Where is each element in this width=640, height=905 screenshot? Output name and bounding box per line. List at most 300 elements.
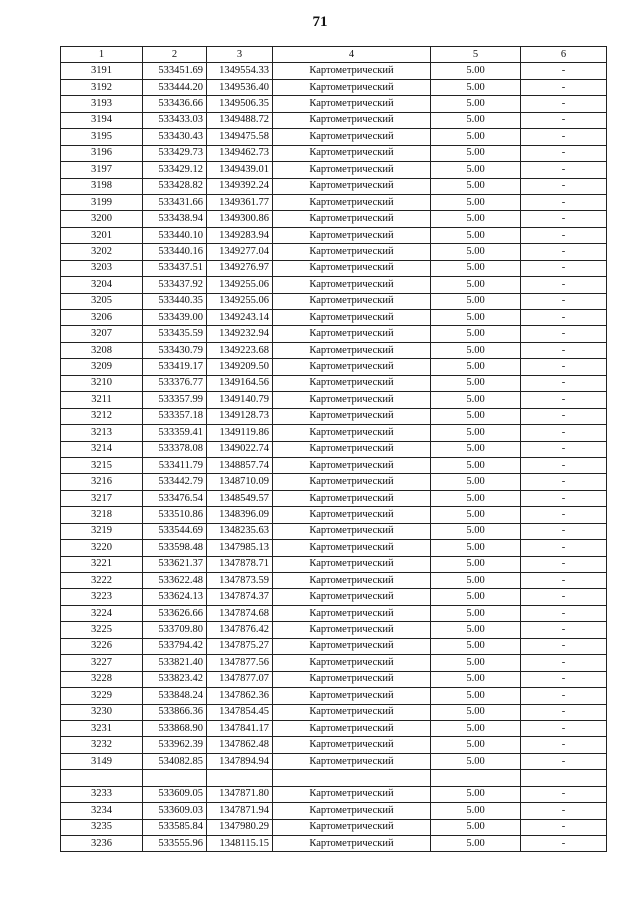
method-cell [273,770,431,786]
y-coordinate-cell: 1349277.04 [207,244,273,260]
coordinates-table-container [60,46,606,852]
table-row [61,523,607,539]
accuracy-cell: 5.00 [431,392,521,408]
note-cell: - [521,227,607,243]
x-coordinate-cell: 533585.84 [143,819,207,835]
table-row [61,112,607,128]
y-coordinate-cell: 1347873.59 [207,573,273,589]
y-coordinate-cell: 1349536.40 [207,79,273,95]
table-row [61,326,607,342]
y-coordinate-cell: 1349462.73 [207,145,273,161]
y-coordinate-cell: 1349232.94 [207,326,273,342]
y-coordinate-cell: 1349255.06 [207,277,273,293]
point-number-cell: 3229 [61,688,143,704]
point-number-cell: 3192 [61,79,143,95]
table-row [61,359,607,375]
accuracy-cell: 5.00 [431,605,521,621]
column-header-6: 6 [521,47,607,63]
note-cell: - [521,392,607,408]
accuracy-cell: 5.00 [431,96,521,112]
column-header-2: 2 [143,47,207,63]
table-row [61,129,607,145]
x-coordinate-cell: 533436.66 [143,96,207,112]
accuracy-cell: 5.00 [431,803,521,819]
accuracy-cell: 5.00 [431,112,521,128]
accuracy-cell: 5.00 [431,589,521,605]
method-cell: Картометрический [273,79,431,95]
y-coordinate-cell: 1349119.86 [207,425,273,441]
note-cell: - [521,457,607,473]
point-number-cell: 3193 [61,96,143,112]
note-cell: - [521,704,607,720]
table-row [61,211,607,227]
y-coordinate-cell: 1347878.71 [207,556,273,572]
note-cell: - [521,753,607,769]
point-number-cell: 3216 [61,474,143,490]
point-number-cell: 3232 [61,737,143,753]
table-row [61,441,607,457]
note-cell: - [521,819,607,835]
method-cell: Картометрический [273,523,431,539]
page-number: 71 [312,14,328,30]
y-coordinate-cell: 1349300.86 [207,211,273,227]
table-row [61,425,607,441]
table-row [61,605,607,621]
point-number-cell: 3227 [61,655,143,671]
table-row [61,803,607,819]
column-header-3: 3 [207,47,273,63]
method-cell: Картометрический [273,310,431,326]
note-cell: - [521,63,607,79]
point-number-cell: 3220 [61,540,143,556]
point-number-cell: 3221 [61,556,143,572]
point-number-cell: 3203 [61,260,143,276]
x-coordinate-cell: 533555.96 [143,836,207,852]
method-cell: Картометрический [273,457,431,473]
note-cell: - [521,129,607,145]
table-row [61,836,607,852]
method-cell: Картометрический [273,573,431,589]
table-row [61,194,607,210]
method-cell: Картометрический [273,63,431,79]
accuracy-cell: 5.00 [431,293,521,309]
accuracy-cell: 5.00 [431,655,521,671]
x-coordinate-cell: 533626.66 [143,605,207,621]
note-cell: - [521,375,607,391]
note-cell: - [521,162,607,178]
y-coordinate-cell: 1347862.48 [207,737,273,753]
y-coordinate-cell: 1348549.57 [207,490,273,506]
point-number-cell: 3149 [61,753,143,769]
x-coordinate-cell: 533376.77 [143,375,207,391]
x-coordinate-cell: 533709.80 [143,622,207,638]
x-coordinate-cell [143,770,207,786]
x-coordinate-cell: 533439.00 [143,310,207,326]
method-cell: Картометрический [273,408,431,424]
accuracy-cell: 5.00 [431,359,521,375]
note-cell: - [521,540,607,556]
note-cell: - [521,523,607,539]
note-cell: - [521,310,607,326]
method-cell: Картометрический [273,342,431,358]
note-cell: - [521,737,607,753]
x-coordinate-cell: 533440.35 [143,293,207,309]
note-cell: - [521,194,607,210]
method-cell: Картометрический [273,720,431,736]
accuracy-cell: 5.00 [431,342,521,358]
accuracy-cell: 5.00 [431,507,521,523]
note-cell: - [521,655,607,671]
table-row [61,540,607,556]
method-cell: Картометрический [273,96,431,112]
accuracy-cell: 5.00 [431,523,521,539]
accuracy-cell: 5.00 [431,573,521,589]
method-cell: Картометрический [273,194,431,210]
x-coordinate-cell: 533821.40 [143,655,207,671]
method-cell: Картометрический [273,589,431,605]
point-number-cell: 3212 [61,408,143,424]
table-row [61,786,607,802]
point-number-cell: 3213 [61,425,143,441]
method-cell: Картометрический [273,145,431,161]
method-cell: Картометрический [273,227,431,243]
note-cell: - [521,359,607,375]
point-number-cell: 3195 [61,129,143,145]
note-cell: - [521,408,607,424]
method-cell: Картометрический [273,490,431,506]
x-coordinate-cell: 533431.66 [143,194,207,210]
y-coordinate-cell: 1347875.27 [207,638,273,654]
note-cell: - [521,507,607,523]
table-row [61,622,607,638]
point-number-cell: 3225 [61,622,143,638]
point-number-cell: 3197 [61,162,143,178]
accuracy-cell: 5.00 [431,425,521,441]
x-coordinate-cell: 533378.08 [143,441,207,457]
y-coordinate-cell: 1349209.50 [207,359,273,375]
accuracy-cell: 5.00 [431,638,521,654]
accuracy-cell: 5.00 [431,622,521,638]
method-cell: Картометрический [273,540,431,556]
note-cell: - [521,277,607,293]
note-cell: - [521,688,607,704]
table-row [61,556,607,572]
y-coordinate-cell: 1347877.56 [207,655,273,671]
x-coordinate-cell: 533428.82 [143,178,207,194]
y-coordinate-cell: 1347871.94 [207,803,273,819]
note-cell: - [521,260,607,276]
table-header-row [61,47,607,63]
accuracy-cell: 5.00 [431,277,521,293]
y-coordinate-cell: 1349223.68 [207,342,273,358]
note-cell: - [521,326,607,342]
method-cell: Картометрический [273,277,431,293]
y-coordinate-cell: 1348235.63 [207,523,273,539]
method-cell: Картометрический [273,671,431,687]
x-coordinate-cell: 533823.42 [143,671,207,687]
method-cell: Картометрический [273,392,431,408]
y-coordinate-cell: 1348710.09 [207,474,273,490]
point-number-cell: 3202 [61,244,143,260]
note-cell: - [521,803,607,819]
y-coordinate-cell: 1349439.01 [207,162,273,178]
x-coordinate-cell: 533437.51 [143,260,207,276]
accuracy-cell: 5.00 [431,836,521,852]
y-coordinate-cell: 1347854.45 [207,704,273,720]
x-coordinate-cell: 533437.92 [143,277,207,293]
note-cell: - [521,178,607,194]
point-number-cell: 3210 [61,375,143,391]
table-row [61,671,607,687]
note-cell: - [521,671,607,687]
x-coordinate-cell: 533476.54 [143,490,207,506]
x-coordinate-cell: 533359.41 [143,425,207,441]
x-coordinate-cell: 533411.79 [143,457,207,473]
x-coordinate-cell: 533794.42 [143,638,207,654]
method-cell: Картометрический [273,359,431,375]
point-number-cell: 3226 [61,638,143,654]
x-coordinate-cell: 533438.94 [143,211,207,227]
column-header-5: 5 [431,47,521,63]
column-header-4: 4 [273,47,431,63]
point-number-cell: 3208 [61,342,143,358]
method-cell: Картометрический [273,293,431,309]
table-row [61,79,607,95]
y-coordinate-cell: 1347841.17 [207,720,273,736]
note-cell: - [521,474,607,490]
accuracy-cell: 5.00 [431,720,521,736]
x-coordinate-cell: 533440.10 [143,227,207,243]
point-number-cell: 3224 [61,605,143,621]
y-coordinate-cell: 1349255.06 [207,293,273,309]
accuracy-cell: 5.00 [431,63,521,79]
note-cell: - [521,786,607,802]
x-coordinate-cell: 534082.85 [143,753,207,769]
accuracy-cell: 5.00 [431,178,521,194]
note-cell: - [521,425,607,441]
point-number-cell: 3228 [61,671,143,687]
table-row [61,737,607,753]
accuracy-cell: 5.00 [431,408,521,424]
note-cell: - [521,293,607,309]
table-row [61,293,607,309]
accuracy-cell: 5.00 [431,194,521,210]
accuracy-cell: 5.00 [431,244,521,260]
accuracy-cell: 5.00 [431,211,521,227]
table-row [61,720,607,736]
method-cell: Картометрический [273,474,431,490]
point-number-cell: 3199 [61,194,143,210]
method-cell: Картометрический [273,556,431,572]
table-row [61,392,607,408]
accuracy-cell: 5.00 [431,457,521,473]
accuracy-cell: 5.00 [431,490,521,506]
table-row [61,704,607,720]
x-coordinate-cell: 533609.05 [143,786,207,802]
point-number-cell: 3205 [61,293,143,309]
x-coordinate-cell: 533430.43 [143,129,207,145]
note-cell: - [521,211,607,227]
method-cell: Картометрический [273,211,431,227]
x-coordinate-cell: 533430.79 [143,342,207,358]
method-cell: Картометрический [273,786,431,802]
note-cell: - [521,720,607,736]
y-coordinate-cell: 1347876.42 [207,622,273,638]
accuracy-cell: 5.00 [431,786,521,802]
table-row [61,408,607,424]
method-cell: Картометрический [273,129,431,145]
point-number-cell: 3223 [61,589,143,605]
method-cell: Картометрический [273,112,431,128]
note-cell: - [521,96,607,112]
table-row [61,655,607,671]
y-coordinate-cell: 1347980.29 [207,819,273,835]
method-cell: Картометрический [273,819,431,835]
accuracy-cell: 5.00 [431,474,521,490]
y-coordinate-cell: 1349276.97 [207,260,273,276]
y-coordinate-cell: 1349361.77 [207,194,273,210]
x-coordinate-cell: 533429.12 [143,162,207,178]
x-coordinate-cell: 533357.18 [143,408,207,424]
method-cell: Картометрический [273,836,431,852]
point-number-cell: 3231 [61,720,143,736]
y-coordinate-cell: 1349392.24 [207,178,273,194]
note-cell: - [521,605,607,621]
x-coordinate-cell: 533962.39 [143,737,207,753]
method-cell: Картометрический [273,753,431,769]
accuracy-cell: 5.00 [431,375,521,391]
table-row [61,260,607,276]
method-cell: Картометрический [273,638,431,654]
x-coordinate-cell: 533444.20 [143,79,207,95]
point-number-cell [61,770,143,786]
x-coordinate-cell: 533429.73 [143,145,207,161]
table-row [61,162,607,178]
table-row [61,145,607,161]
y-coordinate-cell: 1349243.14 [207,310,273,326]
note-cell: - [521,638,607,654]
point-number-cell: 3236 [61,836,143,852]
table-row [61,507,607,523]
y-coordinate-cell: 1349128.73 [207,408,273,424]
table-row [61,63,607,79]
table-row [61,589,607,605]
method-cell: Картометрический [273,178,431,194]
note-cell: - [521,589,607,605]
table-row [61,753,607,769]
table-row [61,819,607,835]
accuracy-cell: 5.00 [431,310,521,326]
note-cell: - [521,622,607,638]
y-coordinate-cell: 1347874.68 [207,605,273,621]
y-coordinate-cell: 1347871.80 [207,786,273,802]
table-row [61,96,607,112]
x-coordinate-cell: 533442.79 [143,474,207,490]
accuracy-cell: 5.00 [431,753,521,769]
x-coordinate-cell: 533544.69 [143,523,207,539]
note-cell: - [521,573,607,589]
y-coordinate-cell: 1349475.58 [207,129,273,145]
point-number-cell: 3194 [61,112,143,128]
accuracy-cell: 5.00 [431,671,521,687]
point-number-cell: 3217 [61,490,143,506]
accuracy-cell: 5.00 [431,688,521,704]
x-coordinate-cell: 533451.69 [143,63,207,79]
table-row [61,457,607,473]
table-row [61,638,607,654]
method-cell: Картометрический [273,803,431,819]
x-coordinate-cell: 533848.24 [143,688,207,704]
method-cell: Картометрический [273,704,431,720]
accuracy-cell: 5.00 [431,819,521,835]
x-coordinate-cell: 533624.13 [143,589,207,605]
point-number-cell: 3204 [61,277,143,293]
note-cell: - [521,244,607,260]
table-row [61,244,607,260]
table-row [61,277,607,293]
accuracy-cell: 5.00 [431,326,521,342]
x-coordinate-cell: 533621.37 [143,556,207,572]
table-row [61,573,607,589]
point-number-cell: 3198 [61,178,143,194]
method-cell: Картометрический [273,244,431,260]
x-coordinate-cell: 533357.99 [143,392,207,408]
table-row [61,474,607,490]
point-number-cell: 3200 [61,211,143,227]
x-coordinate-cell: 533440.16 [143,244,207,260]
accuracy-cell: 5.00 [431,79,521,95]
note-cell [521,770,607,786]
accuracy-cell [431,770,521,786]
y-coordinate-cell: 1348115.15 [207,836,273,852]
method-cell: Картометрический [273,162,431,178]
point-number-cell: 3214 [61,441,143,457]
accuracy-cell: 5.00 [431,162,521,178]
point-number-cell: 3201 [61,227,143,243]
method-cell: Картометрический [273,375,431,391]
x-coordinate-cell: 533510.86 [143,507,207,523]
method-cell: Картометрический [273,326,431,342]
table-row [61,178,607,194]
y-coordinate-cell: 1347862.36 [207,688,273,704]
x-coordinate-cell: 533866.36 [143,704,207,720]
note-cell: - [521,342,607,358]
method-cell: Картометрический [273,622,431,638]
x-coordinate-cell: 533598.48 [143,540,207,556]
point-number-cell: 3235 [61,819,143,835]
point-number-cell: 3207 [61,326,143,342]
table-row [61,688,607,704]
method-cell: Картометрический [273,507,431,523]
x-coordinate-cell: 533433.03 [143,112,207,128]
table-row [61,490,607,506]
x-coordinate-cell: 533419.17 [143,359,207,375]
method-cell: Картометрический [273,605,431,621]
note-cell: - [521,145,607,161]
point-number-cell: 3211 [61,392,143,408]
method-cell: Картометрический [273,737,431,753]
table-row [61,770,607,786]
y-coordinate-cell: 1349283.94 [207,227,273,243]
point-number-cell: 3233 [61,786,143,802]
accuracy-cell: 5.00 [431,129,521,145]
note-cell: - [521,836,607,852]
accuracy-cell: 5.00 [431,227,521,243]
y-coordinate-cell: 1348857.74 [207,457,273,473]
y-coordinate-cell: 1349022.74 [207,441,273,457]
x-coordinate-cell: 533868.90 [143,720,207,736]
accuracy-cell: 5.00 [431,260,521,276]
